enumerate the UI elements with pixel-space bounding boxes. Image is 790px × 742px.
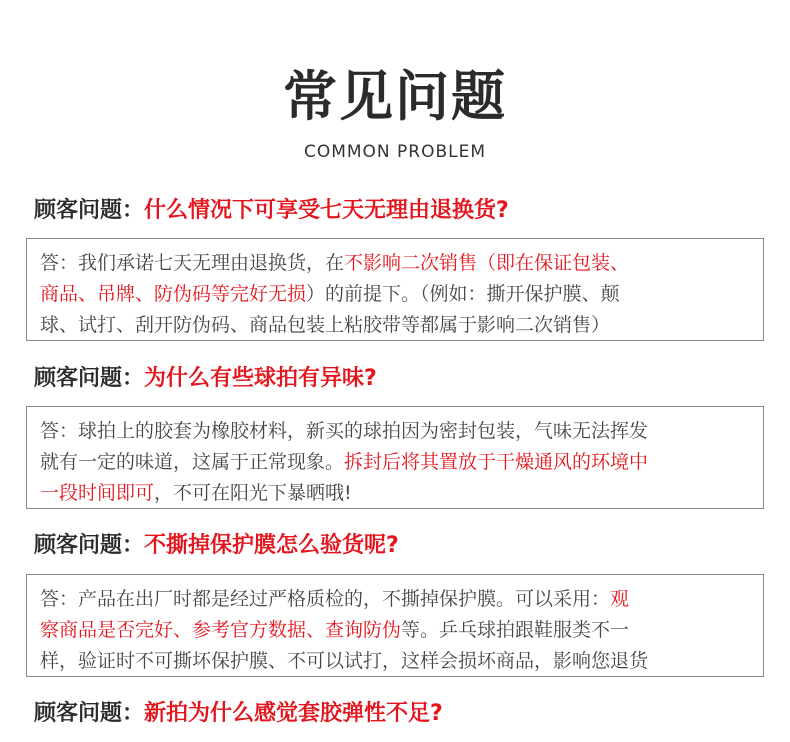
answer-text: ，不可在阳光下暴晒哦! [154,482,352,504]
faq-question-1 [34,196,509,226]
page-title: 常见问题 [283,65,507,128]
answer-highlight: 察商品是否完好、参考官方数据、查询防伪 [40,619,402,641]
faq-answer-1 [26,238,764,341]
answer-highlight: 拆封后将其置放于干燥通风的环境中 [344,451,649,473]
answer-text: 等。乒乓球拍跟鞋服类不一 [401,619,630,641]
faq-question-4 [34,699,443,729]
question-text: 什么情况下可享受七天无理由退换货? [144,198,509,223]
answer-line [40,248,763,279]
answer-highlight: 不影响二次销售（即在保证包装、 [344,252,630,274]
faq-question-2 [34,364,377,394]
faq-answer-3 [26,574,764,677]
answer-text: 答：产品在出厂时都是经过严格质检的，不撕掉保护膜。可以采用： [40,588,611,610]
question-prefix: 顾客问题： [34,198,145,223]
question-prefix: 顾客问题： [34,701,145,726]
answer-text: 答：球拍上的胶套为橡胶材料，新买的球拍因为密封包装，气味无法挥发 [40,420,649,442]
answer-highlight: 观 [610,588,630,610]
answer-line [40,478,763,509]
answer-text: ）的前提下。（例如：撕开保护膜、颠 [306,283,620,305]
question-text: 为什么有些球拍有异味? [144,366,377,391]
page-subtitle: COMMON PROBLEM [303,142,487,162]
answer-text: 球、试打、刮开防伪码、商品包装上粘胶带等都属于影响二次销售） [40,314,611,336]
answer-line [40,416,763,447]
answer-highlight: 商品、吊牌、防伪码等完好无损 [40,283,307,305]
answer-line [40,447,763,478]
answer-highlight: 一段时间即可 [40,482,155,504]
question-text: 不撕掉保护膜怎么验货呢? [144,533,399,558]
answer-line [40,646,763,677]
answer-text: 答：我们承诺七天无理由退换货，在 [40,252,345,274]
faq-answer-2 [26,406,764,509]
faq-question-3 [34,531,399,561]
answer-text: 样，验证时不可撕坏保护膜、不可以试打，这样会损坏商品，影响您退货 [40,650,649,672]
answer-line [40,615,763,646]
answer-line [40,584,763,615]
question-prefix: 顾客问题： [34,533,145,558]
question-text: 新拍为什么感觉套胶弹性不足? [144,701,443,726]
question-prefix: 顾客问题： [34,366,145,391]
answer-text: 就有一定的味道，这属于正常现象。 [40,451,345,473]
answer-line [40,279,763,310]
answer-line [40,310,763,341]
